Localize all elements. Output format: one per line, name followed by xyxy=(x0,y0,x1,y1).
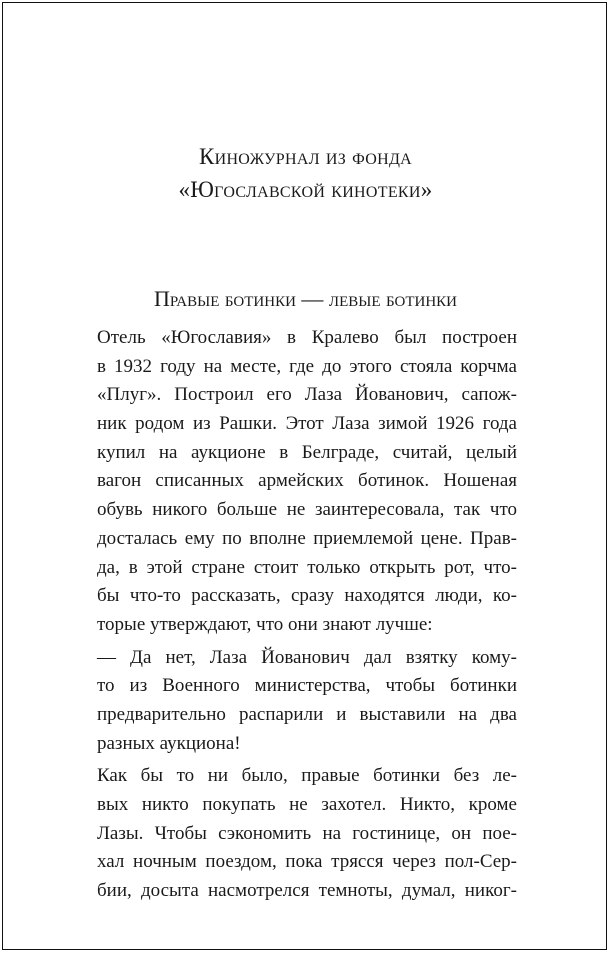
text-line: обувь никого больше не заинтересовала, так что xyxy=(97,499,517,521)
text-line: хал ночным поездом, пока трясся через пол-Сер- xyxy=(97,851,517,873)
text-line: бии, досыта насмотрелся темноты, думал, никог- xyxy=(97,880,517,902)
text-line: Отель «Югославия» в Кралево был построен xyxy=(97,327,517,348)
text-line: Лазы. Чтобы сэкономить на гостинице, он пое- xyxy=(97,822,517,844)
text-line: Как бы то ни было, правые ботинки без ле- xyxy=(97,765,517,787)
text-line: ник родом из Рашки. Этот Лаза зимой 1926 года xyxy=(97,413,517,435)
text-line: да, в этой стране стоит только открыть рот, что- xyxy=(97,556,517,578)
chapter-title-line-2: «Югославской кинотеки» xyxy=(178,177,433,202)
chapter-title xyxy=(0,140,611,206)
text-line: досталась ему по вполне приемлемой цене. Прав- xyxy=(97,527,517,549)
text-line: — Да нет, Лаза Йованович дал взятку кому- xyxy=(97,646,517,668)
chapter-title-line-1: Киножурнал из фонда xyxy=(198,144,413,169)
text-line: то из Военного министерства, чтобы ботинки xyxy=(97,675,517,697)
text-line: «Плуг». Построил его Лаза Йованович, сапож- xyxy=(97,384,517,406)
body-text xyxy=(97,324,517,906)
section-title: Правые ботинки — левые ботинки xyxy=(154,286,457,311)
text-line: предварительно распарили и выставили на два xyxy=(97,703,517,725)
text-line: вых никто покупать не захотел. Никто, кроме xyxy=(97,794,517,815)
text-line: разных аукциона! xyxy=(97,732,241,754)
text-line: бы что-то рассказать, сразу находятся люди, ко- xyxy=(97,585,517,607)
text-line: вагон списанных армейских ботинок. Ношеная xyxy=(97,470,517,492)
text-line: торые утверждают, что они знают лучше: xyxy=(97,613,433,635)
text-line: купил на аукционе в Белграде, считай, целый xyxy=(97,441,517,463)
text-line: в 1932 году на месте, где до этого стояла корчма xyxy=(97,355,517,377)
